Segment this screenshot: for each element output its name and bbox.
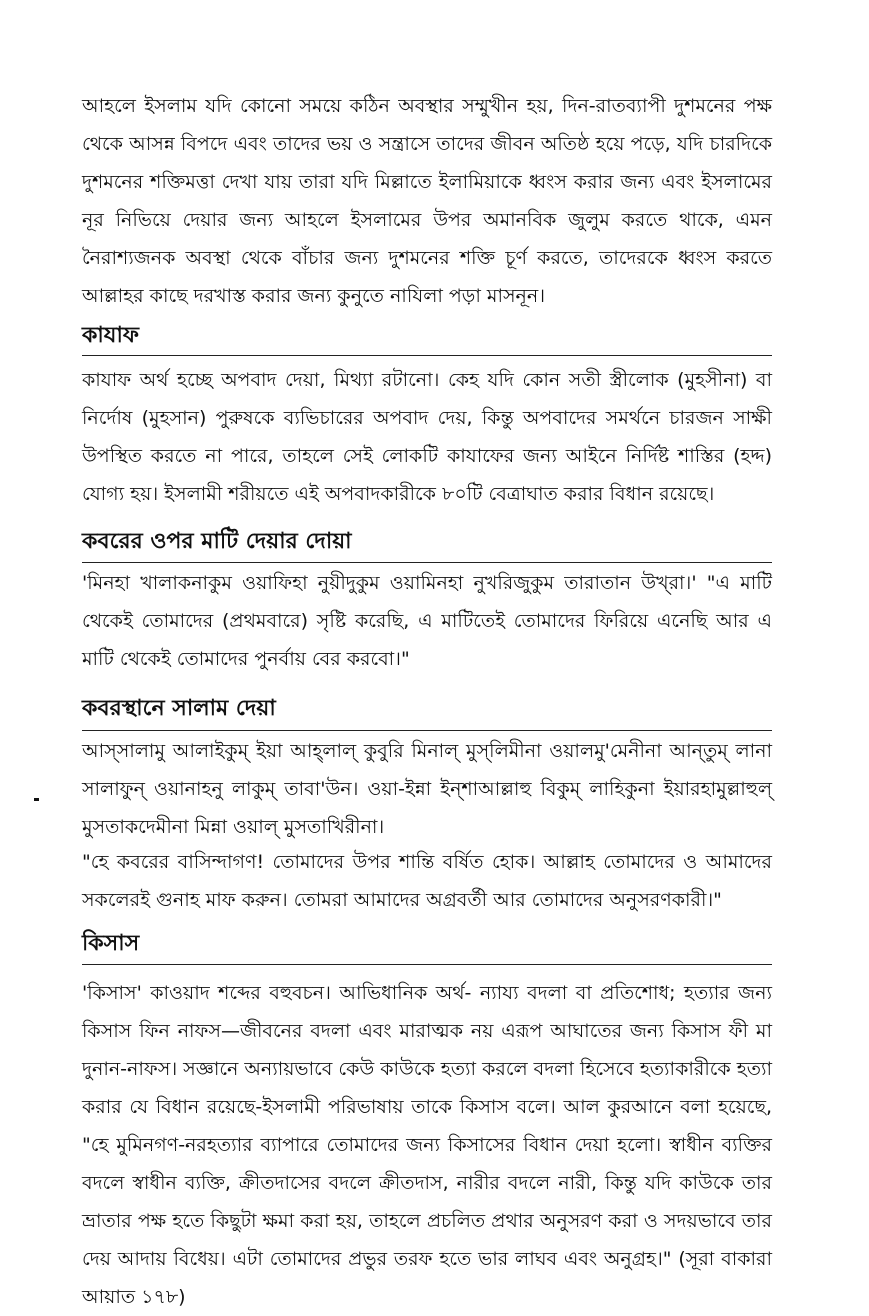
paragraph-kayaf: কাযাফ অর্থ হচ্ছে অপবাদ দেয়া, মিথ্যা রটানো। কেহ যদি কোন সতী স্ত্রীলোক (মুহসীনা) বা নির্দোষ (মুহসান) পুরুষকে ব্যভিচারের অপবাদ দেয়, কিন্তু অপবাদের সমর্থনে চারজন সাক্ষী উপস্থিত করতে না পারে, তাহলে সেই লোকটি কাযাফের জন্য আইনে নির্দিষ্ট শাস্তির (হদ্দ) যোগ্য হয়। ইসলামী শরীয়তে এই অপবাদকারীকে ৮০টি বেত্রাঘাত করার বিধান রয়েছে। [82,369,772,505]
margin-mark [34,798,39,801]
paragraph-kobor-mati: 'মিনহা খালাকনাকুম ওয়াফিহা নুয়ীদুকুম ওয়ামিনহা নুখরিজুকুম তারাতান উখ্‌রা।' "এ মাটি থেকেই তোমাদের (প্রথমবারে) সৃষ্টি করেছি, এ মাটিতেই তোমাদের ফিরিয়ে এনেছি আর এ মাটি থেকেই তোমাদের পুনর্বায় বের করবো।" [82,572,772,670]
paragraph-koborsthan-meaning: "হে কবরের বাসিন্দাগণ! তোমাদের উপর শান্তি বর্ষিত হোক। আল্লাহ তোমাদের ও আমাদের সকলেরই গুনাহ মাফ করুন। তোমরা আমাদের অগ্রবর্তী আর তোমাদের অনুসরণকারী।" [82,851,772,911]
heading-kisas: কিসাস [82,931,140,956]
heading-underline-kisas [82,964,772,965]
paragraph-kisas: 'কিসাস' কাওয়াদ শব্দের বহুবচন। আভিধানিক অর্থ- ন্যায্য বদলা বা প্রতিশোধ; হত্যার জন্য কিসাস ফিন নাফস—জীবনের বদলা এবং মারাত্মক নয় এরূপ আঘাতের জন্য কিসাস ফী মা দুনান-নাফস। সজ্ঞানে অন্যায়ভাবে কেউ কাউকে হত্যা করলে বদলা হিসেবে হত্যাকারীকে হত্যা করার যে বিধান রয়েছে-ইসলামী পরিভাষায় তাকে কিসাস বলে। আল কুরআনে বলা হয়েছে, "হে মুমিনগণ-নরহত্যার ব্যাপারে তোমাদের জন্য কিসাসের বিধান দেয়া হলো। স্বাধীন ব্যক্তির বদলে স্বাধীন ব্যক্তি, ক্রীতদাসের বদলে ক্রীতদাস, নারীর বদলে নারী, কিন্তু যদি কাউকে তার ভ্রাতার পক্ষ হতে কিছুটা ক্ষমা করা হয়, তাহলে প্রচলিত প্রথার অনুসরণ করা ও সদয়ভাবে তার দেয় আদায় বিধেয়। এটা তোমাদের প্রভুর তরফ হতে ভার লাঘব এবং অনুগ্রহ।" (সূরা বাকারা আয়াত ১৭৮) [82,982,772,1308]
heading-underline-koborsthan [82,730,772,731]
intro-paragraph: আহলে ইসলাম যদি কোনো সময়ে কঠিন অবস্থার সম্মুখীন হয়, দিন-রাতব্যাপী দুশমনের পক্ষ থেকে আসন্ন বিপদে এবং তাদের ভয় ও সন্ত্রাসে তাদের জীবন অতিষ্ঠ হয়ে পড়ে, যদি চারদিকে দুশমনের শক্তিমত্তা দেখা যায় তারা যদি মিল্লাতে ইলামিয়াকে ধ্বংস করার জন্য এবং ইসলামের নূর নিভিয়ে দেয়ার জন্য আহলে ইসলামের উপর অমানবিক জুলুম করতে থাকে, এমন নৈরাশ্যজনক অবস্থা থেকে বাঁচার জন্য দুশমনের শক্তি চূর্ণ করতে, তাদেরকে ধ্বংস করতে আল্লাহর কাছে দরখাস্ত করার জন্য কুনুতে নাযিলা পড়া মাসনূন। [82,95,772,307]
heading-kayaf: কাযাফ [82,323,139,348]
paragraph-koborsthan-arabic: আস্‌সালামু আলাইকুম্‌ ইয়া আহ্‌লাল্‌ কুবুরি মিনাল্‌ মুস্‌লিমীনা ওয়ালমু'মেনীনা আন্‌তুম্‌ লানা সালাফুন্‌ ওয়ানাহনু লাকুম্‌ তাবা'উন। ওয়া-ইন্না ইন্‌শাআল্লাহু বিকুম্‌ লাহিকুনা ইয়ারহামুল্লাহুল্‌ মুসতাকদেমীনা মিন্না ওয়াল্‌ মুসতাখিরীনা। [82,740,772,838]
heading-koborsthan: কবরস্থানে সালাম দেয়া [82,696,276,721]
heading-kobor-mati: কবরের ওপর মাটি দেয়ার দোয়া [82,529,352,554]
heading-underline-kobor-mati [82,562,772,563]
heading-underline-kayaf [82,355,772,356]
